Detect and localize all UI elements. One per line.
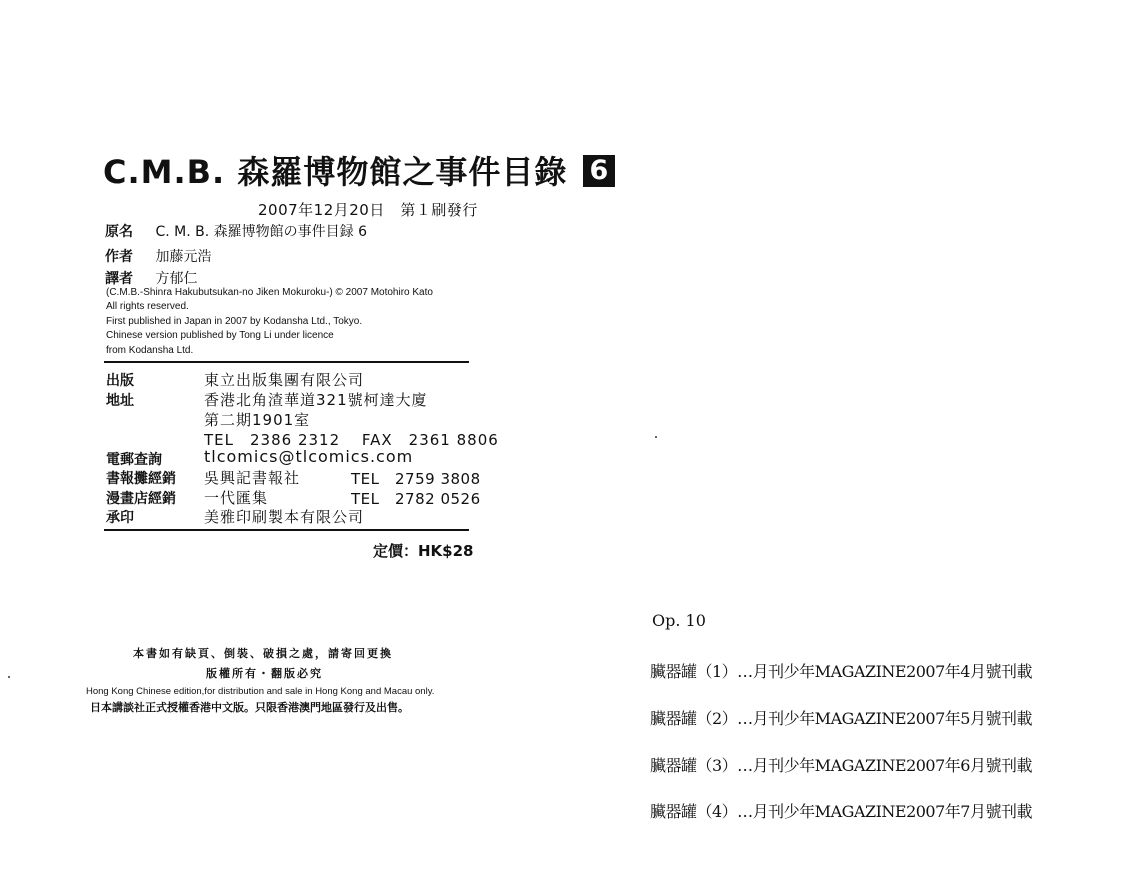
original-title-row (105, 221, 367, 241)
divider-rule (104, 361, 469, 363)
comicstore-label: 漫畫店經銷 (106, 491, 176, 507)
title-latin: C.M.B. (103, 153, 226, 191)
episode-number: Op. 10 (652, 611, 706, 630)
author-row (105, 246, 211, 266)
serialization-item: 臟器罐（1）…月刊少年MAGAZINE2007年4月號刊載 (650, 662, 1032, 681)
title-cjk: 森羅博物館之事件目錄 (237, 153, 568, 191)
notice-defects: 本書如有缺頁、倒裝、破損之處，請寄回更換 (133, 647, 393, 660)
newsstand-tel: TEL 2759 3808 (351, 470, 481, 488)
serialization-item: 臟器罐（4）…月刊少年MAGAZINE2007年7月號刊載 (650, 802, 1032, 821)
publish-label: 出版 (106, 373, 134, 389)
original-label: 原名 (105, 224, 133, 240)
translator-value: 方郁仁 (155, 271, 198, 287)
notice-japanese: 日本講談社正式授權香港中文版。只限香港澳門地區發行及出售。 (90, 701, 409, 714)
volume-badge: 6 (583, 155, 615, 187)
divider-rule (104, 529, 469, 531)
address-label: 地址 (106, 393, 134, 409)
author-label: 作者 (105, 249, 133, 265)
email-value: tlcomics@tlcomics.com (204, 447, 414, 466)
copyright-line: (C.M.B.-Shinra Hakubutsukan-no Jiken Mokuroku-) © 2007 Motohiro Kato (106, 287, 433, 298)
scan-speck (8, 676, 10, 678)
notice-copyright: 版權所有・翻版必究 (206, 667, 323, 680)
printer-label: 承印 (106, 510, 134, 526)
author-value: 加藤元浩 (155, 249, 212, 265)
copyright-line: from Kodansha Ltd. (106, 345, 194, 356)
comicstore-value: 一代匯集 (204, 489, 269, 507)
scan-speck (655, 436, 657, 438)
newsstand-value: 吳興記書報社 (204, 469, 301, 487)
tel-fax: TEL 2386 2312 FAX 2361 8806 (204, 431, 499, 449)
original-value: C. M. B. 森羅博物館の事件目録 6 (155, 224, 367, 240)
translator-label: 譯者 (105, 271, 133, 287)
comicstore-tel: TEL 2782 0526 (351, 490, 481, 508)
copyright-line: First published in Japan in 2007 by Kodansha Ltd., Tokyo. (106, 316, 363, 327)
publication-date: 2007年12月20日 第１刷發行 (258, 201, 478, 219)
serialization-item: 臟器罐（3）…月刊少年MAGAZINE2007年6月號刊載 (650, 756, 1032, 775)
copyright-line: Chinese version published by Tong Li under licence (106, 330, 334, 341)
copyright-line: All rights reserved. (106, 301, 189, 312)
newsstand-label: 書報攤經銷 (106, 471, 176, 487)
email-label: 電郵查詢 (106, 452, 162, 468)
translator-row (105, 268, 197, 288)
printer-value: 美雅印刷製本有限公司 (204, 508, 365, 526)
publish-value: 東立出版集團有限公司 (204, 371, 365, 389)
price: 定價：HK$28 (373, 542, 474, 560)
address-line2: 第二期1901室 (204, 411, 311, 429)
address-line1: 香港北角渣華道321號柯達大廈 (204, 391, 428, 409)
serialization-item: 臟器罐（2）…月刊少年MAGAZINE2007年5月號刊載 (650, 709, 1032, 728)
notice-english: Hong Kong Chinese edition,for distribution and sale in Hong Kong and Macau only. (86, 686, 435, 697)
book-title (103, 150, 615, 194)
